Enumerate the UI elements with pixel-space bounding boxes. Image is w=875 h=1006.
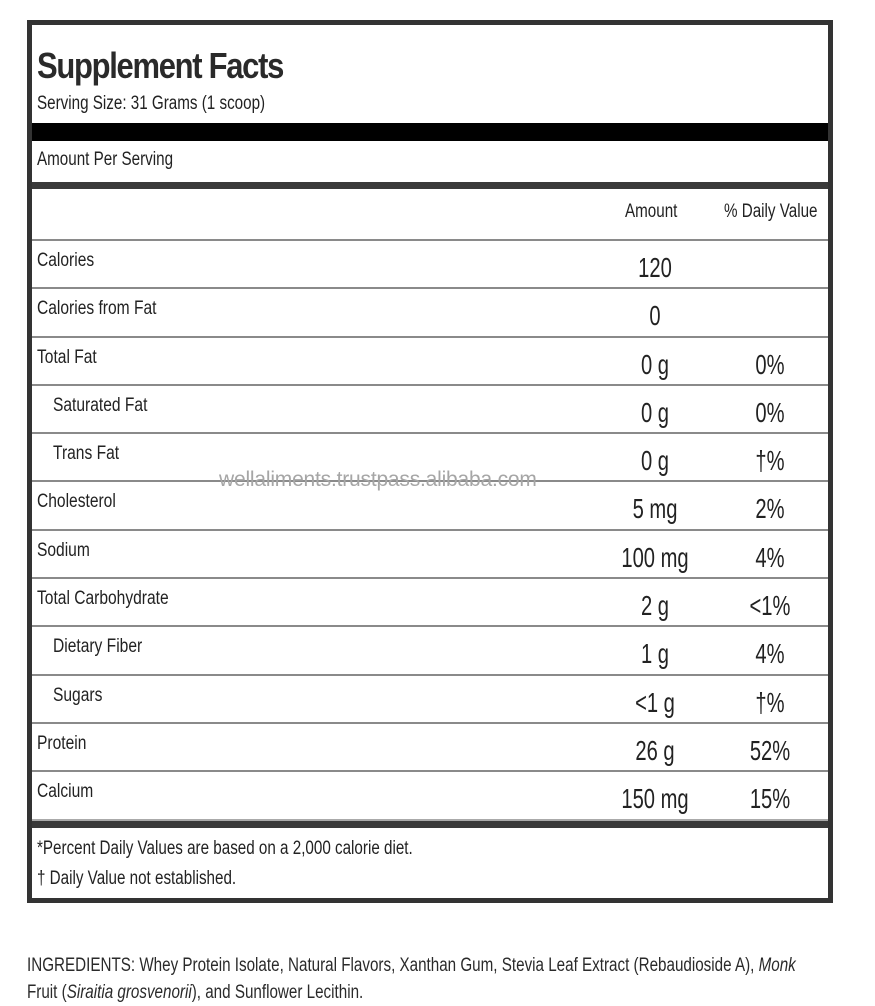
ingredients-text-part: Fruit ( xyxy=(27,982,67,1003)
table-row xyxy=(32,772,828,820)
table-row xyxy=(32,338,828,386)
amount-per-serving-row xyxy=(32,141,828,182)
nutrient-amount: 150 mg xyxy=(621,783,689,815)
nutrient-name: Dietary Fiber xyxy=(53,636,143,658)
ingredients-text-part: ), and Sunflower Lecithin. xyxy=(191,982,364,1003)
column-header-amount: Amount xyxy=(625,201,678,222)
table-row xyxy=(32,579,828,627)
nutrient-name: Sugars xyxy=(53,684,103,706)
serving-size: Serving Size: 31 Grams (1 scoop) xyxy=(37,93,266,114)
nutrient-name: Cholesterol xyxy=(37,491,116,513)
nutrient-daily-value: †% xyxy=(755,686,785,718)
ingredients-botanical-name: Siraitia grosvenorii xyxy=(66,982,192,1003)
ingredients-text xyxy=(27,952,867,1006)
table-row xyxy=(32,724,828,772)
nutrient-name: Calories from Fat xyxy=(37,298,157,320)
nutrient-daily-value: †% xyxy=(755,445,785,477)
nutrient-table xyxy=(32,241,828,821)
amount-per-serving-label: Amount Per Serving xyxy=(37,149,174,170)
nutrient-name: Total Carbohydrate xyxy=(37,588,169,610)
column-header-daily-value: % Daily Value xyxy=(724,201,818,222)
nutrient-amount: 5 mg xyxy=(632,493,678,525)
nutrient-amount: 0 xyxy=(649,300,661,332)
nutrient-amount: 0 g xyxy=(640,348,670,380)
nutrient-daily-value: 2% xyxy=(755,493,785,525)
nutrient-amount: 0 g xyxy=(640,445,670,477)
nutrient-name: Calories xyxy=(37,250,95,271)
nutrient-name: Protein xyxy=(37,732,87,754)
nutrient-amount: <1 g xyxy=(635,686,675,718)
watermark-text: wellaliments.trustpass.alibaba.com xyxy=(219,468,537,491)
thick-divider xyxy=(32,123,828,141)
label-title: Supplement Facts xyxy=(37,45,284,86)
nutrient-daily-value: 0% xyxy=(755,396,785,428)
supplement-facts-label xyxy=(27,20,833,903)
ingredients-italic-part: Monk xyxy=(758,955,796,976)
table-row xyxy=(32,676,828,724)
nutrient-daily-value: 4% xyxy=(755,541,785,573)
ingredients-line-1 xyxy=(27,952,796,979)
footnote-dagger: † Daily Value not established. xyxy=(37,868,237,889)
table-row xyxy=(32,289,828,337)
ingredients-line-2 xyxy=(27,979,699,1006)
nutrient-daily-value: 4% xyxy=(755,638,785,670)
nutrient-amount: 120 xyxy=(638,252,672,283)
nutrient-name: Sodium xyxy=(37,539,90,561)
table-row xyxy=(32,627,828,675)
nutrient-daily-value: <1% xyxy=(749,590,791,622)
nutrient-amount: 100 mg xyxy=(621,541,689,573)
nutrient-daily-value: 0% xyxy=(755,348,785,380)
nutrient-daily-value: 15% xyxy=(749,783,791,815)
table-row xyxy=(32,241,828,289)
footnote-divider xyxy=(32,821,828,828)
nutrient-amount: 1 g xyxy=(640,638,670,670)
footnotes xyxy=(32,828,828,898)
table-row xyxy=(32,531,828,579)
nutrient-name: Trans Fat xyxy=(53,443,120,465)
nutrient-name: Saturated Fat xyxy=(53,394,148,416)
footnote-daily-values: *Percent Daily Values are based on a 2,000 calorie diet. xyxy=(37,838,413,859)
label-header xyxy=(32,25,828,123)
section-divider xyxy=(32,182,828,189)
ingredients-text-part: INGREDIENTS: Whey Protein Isolate, Natural Flavors, Xanthan Gum, Stevia Leaf Extract (Rebaudioside A), xyxy=(27,955,759,976)
nutrient-daily-value: 52% xyxy=(749,734,791,766)
nutrient-amount: 0 g xyxy=(640,396,670,428)
nutrient-amount: 26 g xyxy=(635,734,675,766)
nutrient-name: Total Fat xyxy=(37,346,97,368)
nutrient-name: Calcium xyxy=(37,781,94,803)
nutrient-amount: 2 g xyxy=(640,590,670,622)
table-row xyxy=(32,386,828,434)
column-header-row xyxy=(32,189,828,241)
